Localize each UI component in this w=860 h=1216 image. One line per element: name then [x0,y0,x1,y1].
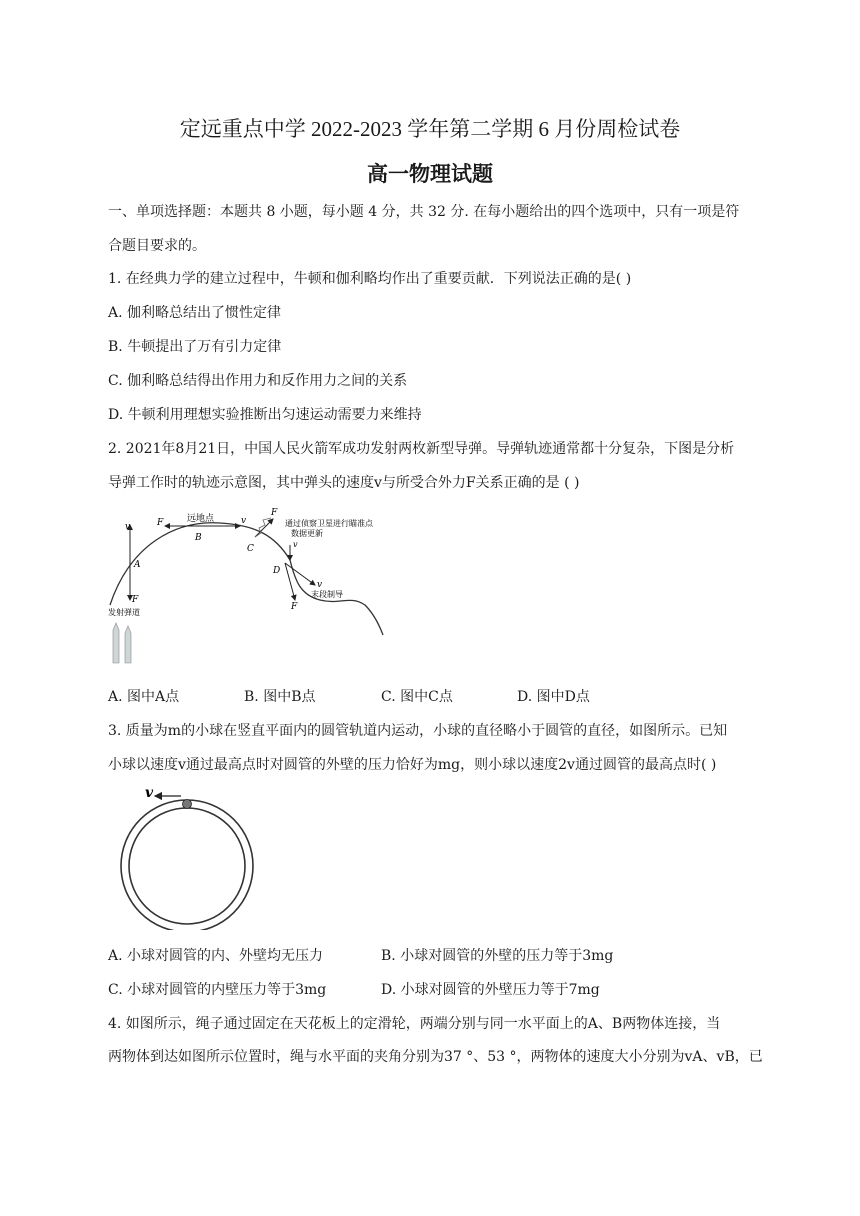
fig-label-a: A [134,560,141,570]
q3-option-c: C. 小球对圆管的内壁压力等于3mg [108,982,327,998]
page-title: 定远重点中学 2022-2023 学年第二学期 6 月份周检试卷 [179,117,681,141]
q2-option-c: C. 图中C点 [381,689,453,705]
section-instructions-line1: 一、单项选择题：本题共 8 小题，每小题 4 分，共 32 分. 在每小题给出的四个选项中，只有一项是符 [108,204,740,220]
fig-label-v3: v [145,785,154,801]
q1-option-c: C. 伽利略总结得出作用力和反作用力之间的关系 [108,373,408,389]
q2-stem-line2: 导弹工作时的轨迹示意图，其中弹头的速度v与所受合外力F关系正确的是 ( ) [108,475,580,491]
fig-label-v: v [125,522,131,532]
fig-far-point: 远地点 [187,514,215,524]
fig-label-v-c: v [293,540,298,549]
q2-stem-line1: 2. 2021年8月21日，中国人民火箭军成功发射两枚新型导弹。导弹轨迹通常都十分复杂，下图是分析 [108,441,735,457]
fig-label-b: B [195,533,202,543]
missile-icon [113,623,131,663]
fig-label-v-d: v [317,580,323,590]
ball [183,800,192,809]
fig-label-f-b: F [157,518,164,528]
fig-label-c: C [247,544,254,554]
q4-stem-line2: 两物体到达如图所示位置时，绳与水平面的夹角分别为37 °、53 °，两物体的速度大小分别为vA、vB，已 [108,1049,763,1065]
fig-label-v-b: v [241,516,247,526]
q3-option-d: D. 小球对圆管的外壁压力等于7mg [381,982,600,998]
fig-label-f-a: F [132,595,139,605]
section-instructions-line2: 合题目要求的。 [108,238,206,254]
q3-stem-line1: 3. 质量为m的小球在竖直平面内的圆管轨道内运动，小球的直径略小于圆管的直径，如图所示。已知 [108,723,728,739]
fig-data-update-label: 数据更新 [291,529,323,538]
q3-option-a: A. 小球对圆管的内、外壁均无压力 [108,948,324,964]
q1-stem: 1. 在经典力学的建立过程中，牛顿和伽利略均作出了重要贡献．下列说法正确的是( ) [108,271,632,287]
fig-terminal-label: 末段制导 [311,590,343,599]
q1-option-b: B. 牛顿提出了万有引力定律 [108,339,282,355]
q1-option-a: A. 伽利略总结出了惯性定律 [108,305,282,321]
fig-label-f-c: F [271,508,278,518]
q4-stem-line1: 4. 如图所示，绳子通过固定在天花板上的定滑轮，两端分别与同一水平面上的A、B两物体连接，当 [108,1016,721,1032]
fig-label-f-d: F [291,602,298,612]
q3-stem-line2: 小球以速度v通过最高点时对圆管的外壁的压力恰好为mg，则小球以速度2v通过圆管的最高点时( ) [108,757,717,773]
fig-launch-label: 发射弹道 [108,608,140,617]
q2-option-d: D. 图中D点 [517,689,590,705]
q3-option-b: B. 小球对圆管的外壁的压力等于3mg [381,948,614,964]
q1-option-d: D. 牛顿利用理想实验推断出匀速运动需要力来维持 [108,407,422,423]
page-subtitle: 高一物理试题 [367,162,493,186]
fig-recon-label: 通过侦察卫星进行瞄准点 [285,519,373,528]
q2-option-b: B. 图中B点 [244,689,316,705]
q2-option-a: A. 图中A点 [108,689,180,705]
fig-label-d: D [273,566,281,576]
q2-trajectory-figure [105,505,395,670]
q3-circular-tube-figure [115,785,260,930]
